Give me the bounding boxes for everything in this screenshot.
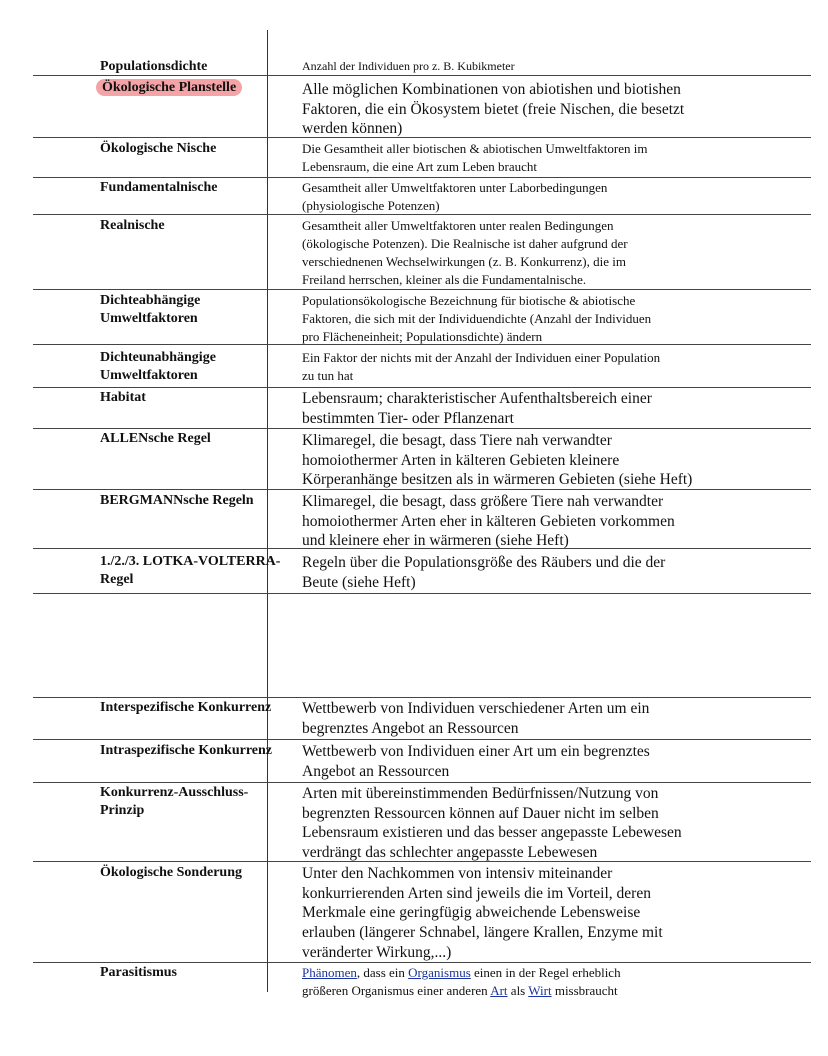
- glossary-term: [100, 864, 242, 882]
- definition-line: verdrängt das schlechter angepasste Lebewesen: [302, 844, 598, 862]
- glossary-definition: [302, 492, 675, 551]
- glossary-term: [100, 389, 146, 407]
- definition-line: Alle möglichen Kombinationen von abiotishen und biotishen: [302, 81, 681, 98]
- definition-line: veränderter Wirkung,...): [302, 943, 452, 961]
- term-text: Intraspezifische Konkurrenz: [100, 743, 273, 758]
- glossary-term: [100, 58, 207, 76]
- definition-line: konkurrierenden Arten sind jeweils die im Vorteil, deren: [302, 884, 651, 902]
- glossary-definition: [302, 217, 628, 289]
- definition-line: Angebot an Ressourcen: [302, 762, 450, 780]
- highlighted-term-text: Ökologische Planstelle: [96, 79, 242, 96]
- glossary-definition: [302, 179, 607, 215]
- definition-line: zu tun hat: [302, 368, 354, 383]
- term-text: Populationsdichte: [100, 59, 208, 74]
- definition-line: homoiothermer Arten eher in kälteren Gebieten vorkommen: [302, 512, 675, 530]
- term-text: Ökologische Nische: [100, 141, 217, 156]
- glossary-definition: [302, 58, 515, 74]
- glossary-definition: [302, 389, 652, 428]
- term-text: Konkurrenz-Ausschluss-: [100, 785, 249, 800]
- term-text: Parasitismus: [100, 965, 177, 980]
- row-divider: [33, 782, 811, 783]
- definition-line: Lebensraum; charakteristischer Aufenthaltsbereich einer: [302, 390, 652, 407]
- definition-line: Wettbewerb von Individuen einer Art um ein begrenztes: [302, 743, 650, 760]
- term-text: Dichteabhängige: [100, 293, 201, 308]
- definition-line: Regeln über die Populationsgröße des Räubers und die der: [302, 554, 666, 571]
- definition-line: pro Flächeneinheit; Populationsdichte) ändern: [302, 329, 543, 344]
- definition-line: Lebensraum existieren und das besser angepasste Lebewesen: [302, 824, 682, 842]
- row-divider: [33, 697, 811, 698]
- definition-text: missbraucht: [551, 983, 618, 998]
- definition-line: Körperanhänge besitzen als in wärmeren Gebieten (siehe Heft): [302, 471, 693, 489]
- definition-line: begrenztes Angebot an Ressourcen: [302, 719, 519, 737]
- glossary-term: [100, 784, 248, 820]
- definition-line: [302, 982, 621, 1000]
- definition-line: begrenzten Ressourcen können auf Dauer nicht im selben: [302, 804, 659, 822]
- definition-line: Lebensraum, die eine Art zum Leben braucht: [302, 159, 537, 174]
- term-text: Habitat: [100, 390, 146, 405]
- glossary-term: [100, 492, 254, 510]
- glossary-definition: [302, 742, 650, 781]
- definition-line: bestimmten Tier- oder Pflanzenart: [302, 409, 514, 427]
- glossary-definition: [302, 553, 665, 592]
- definition-text: als: [507, 983, 529, 998]
- glossary-term: [100, 217, 165, 235]
- wiki-link[interactable]: Phänomen: [302, 965, 357, 980]
- definition-line: Gesamtheit aller Umweltfaktoren unter realen Bedingungen: [302, 218, 614, 233]
- term-text: Realnische: [100, 218, 165, 233]
- term-text: BERGMANNsche Regeln: [100, 493, 254, 508]
- row-divider: [33, 739, 811, 740]
- definition-line: Merkmale eine geringfügig abweichende Lebensweise: [302, 904, 641, 922]
- definition-line: (ökologische Potenzen). Die Realnische ist daher aufgrund der: [302, 236, 628, 251]
- term-text: Ökologische Sonderung: [100, 865, 242, 880]
- glossary-definition: [302, 292, 651, 346]
- glossary-definition: [302, 349, 660, 385]
- glossary-term: [100, 964, 177, 982]
- definition-line: Arten mit übereinstimmenden Bedürfnissen/Nutzung von: [302, 785, 659, 802]
- definition-line: [302, 964, 621, 982]
- definition-line: Faktoren, die ein Ökosystem bietet (freie Nischen, die besetzt: [302, 100, 685, 118]
- term-text: Interspezifische Konkurrenz: [100, 700, 272, 715]
- column-divider: [267, 30, 268, 992]
- definition-line: Wettbewerb von Individuen verschiedener Arten um ein: [302, 700, 650, 717]
- definition-line: werden können): [302, 120, 403, 138]
- definition-text: einen in der Regel erheblich: [470, 965, 621, 980]
- definition-text: größeren Organismus einer anderen: [302, 983, 491, 998]
- term-text: 1./2./3. LOTKA-VOLTERRA-: [100, 554, 281, 569]
- wiki-link[interactable]: Wirt: [528, 983, 552, 998]
- term-text: Umweltfaktoren: [100, 368, 198, 383]
- glossary-term: [100, 179, 217, 197]
- glossary-term: [100, 742, 272, 760]
- definition-line: Freiland herrschen, kleiner als die Fundamentalnische.: [302, 272, 587, 287]
- term-text: Prinzip: [100, 803, 145, 818]
- definition-text: , dass ein: [356, 965, 409, 980]
- definition-line: verschiednenen Wechselwirkungen (z. B. Konkurrenz), die im: [302, 254, 626, 269]
- definition-line: Gesamtheit aller Umweltfaktoren unter Laborbedingungen: [302, 180, 608, 195]
- row-divider: [33, 289, 811, 290]
- definition-line: Anzahl der Individuen pro z. B. Kubikmeter: [302, 59, 515, 73]
- glossary-term: [100, 140, 216, 158]
- definition-line: Ein Faktor der nichts mit der Anzahl der Individuen einer Population: [302, 350, 661, 365]
- wiki-link[interactable]: Organismus: [408, 965, 471, 980]
- term-text: Umweltfaktoren: [100, 311, 198, 326]
- glossary-definition: [302, 140, 647, 176]
- definition-line: Populationsökologische Bezeichnung für biotische & abiotische: [302, 293, 636, 308]
- glossary-definition: [302, 80, 684, 139]
- glossary-term: [100, 292, 200, 328]
- definition-line: Klimaregel, die besagt, dass größere Tiere nah verwandter: [302, 493, 664, 510]
- glossary-term: [100, 349, 216, 385]
- definition-line: (physiologische Potenzen): [302, 198, 440, 213]
- definition-line: erlauben (längerer Schnabel, längere Krallen, Enzyme mit: [302, 924, 663, 942]
- glossary-term: [100, 430, 211, 448]
- term-text: Regel: [100, 572, 134, 587]
- row-divider: [33, 593, 811, 594]
- definition-line: und kleinere eher in wärmeren (siehe Heft): [302, 532, 569, 550]
- glossary-definition: [302, 699, 649, 738]
- definition-line: homoiothermer Arten in kälteren Gebieten kleinere: [302, 451, 620, 469]
- glossary-definition: [302, 864, 663, 963]
- definition-line: Die Gesamtheit aller biotischen & abiotischen Umweltfaktoren im: [302, 141, 648, 156]
- definition-line: Beute (siehe Heft): [302, 573, 416, 591]
- wiki-link[interactable]: Art: [490, 983, 508, 998]
- term-text: Dichteunabhängige: [100, 350, 216, 365]
- glossary-term: [100, 699, 271, 717]
- definition-line: Unter den Nachkommen von intensiv miteinander: [302, 865, 613, 882]
- glossary-definition: [302, 784, 682, 863]
- glossary-definition: [302, 964, 621, 1000]
- term-text: ALLENsche Regel: [100, 431, 211, 446]
- term-text: Fundamentalnische: [100, 180, 218, 195]
- definition-line: Faktoren, die sich mit der Individuendichte (Anzahl der Individuen: [302, 311, 652, 326]
- glossary-term: [100, 79, 242, 97]
- glossary-definition: [302, 431, 692, 490]
- row-divider: [33, 387, 811, 388]
- glossary-term: [100, 553, 280, 589]
- row-divider: [33, 177, 811, 178]
- definition-line: Klimaregel, die besagt, dass Tiere nah verwandter: [302, 432, 612, 449]
